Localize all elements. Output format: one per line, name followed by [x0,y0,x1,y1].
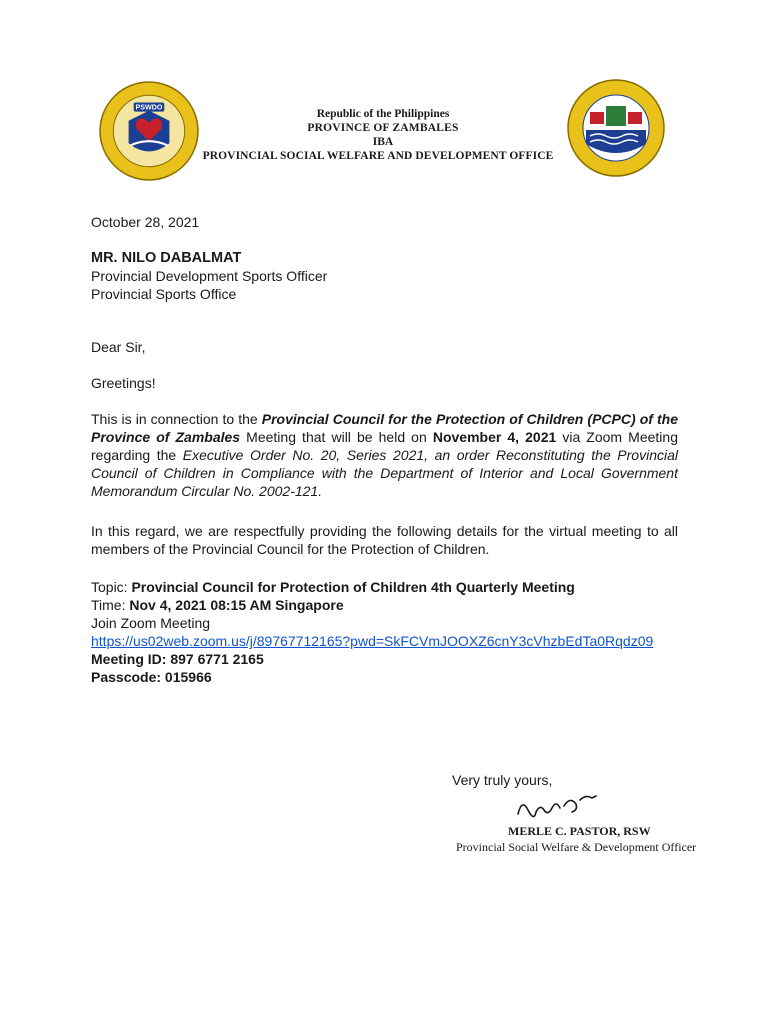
letterhead-province: PROVINCE OF ZAMBALES [307,122,459,134]
signature-icon [512,790,602,826]
salutation: Dear Sir, [91,339,146,355]
meeting-topic [91,578,653,596]
seal-abbrev: PSWDO [135,103,163,112]
meeting-time [91,596,653,614]
p1-meeting-date: November 4, 2021 [432,429,557,445]
meeting-details [91,578,653,686]
p1-council-name: Provincial Council for the Protection of Children (PCPC) of the Province of Zambales [91,411,678,445]
letterhead-city: IBA [372,136,394,148]
letterhead [200,107,566,163]
passcode: Passcode: 015966 [91,669,212,685]
signatory-block [456,823,696,855]
signatory-title: Provincial Social Welfare & Development Officer [456,840,697,854]
letterhead-republic: Republic of the Philippines [316,108,450,120]
topic-label: Topic: [91,579,132,595]
paragraph-details: In this regard, we are respectfully providing the following details for the virtual meeting to all members of the Provincial Council for the Protection of Children. [91,523,678,557]
topic-value: Provincial Council for Protection of Children 4th Quarterly Meeting [131,579,575,595]
p1-executive-order: Executive Order No. 20, Series 2021, an order Reconstituting the Provincial Council of Children in Compliance with the Department of Interior and Local Government Memorandum Circular No. 2002-121. [91,447,678,499]
recipient-office: Provincial Sports Office [91,286,237,302]
zambales-seal-icon [566,78,666,178]
valediction: Very truly yours, [452,772,553,788]
paragraph-intro [91,410,678,500]
pswdo-seal-icon [98,80,200,182]
recipient-title: Provincial Development Sports Officer [91,268,328,284]
letterhead-office: PROVINCIAL SOCIAL WELFARE AND DEVELOPMENT OFFICE [202,150,554,162]
letter-date: October 28, 2021 [91,214,200,230]
p1-text: Meeting that will be held on [240,429,433,445]
p1-text: This is in connection to the [91,411,262,427]
time-label: Time: [91,597,130,613]
join-label: Join Zoom Meeting [91,615,211,631]
zoom-link[interactable]: https://us02web.zoom.us/j/89767712165?pwd=SkFCVmJOOXZ6cnY3cVhzbEdTa0Rqdz09 [91,633,654,649]
p1-text: via Zoom Meeting regarding the [91,429,678,463]
signatory-name: MERLE C. PASTOR, RSW [508,824,651,838]
addressee-block [91,249,327,303]
meeting-id: Meeting ID: 897 6771 2165 [91,651,264,667]
time-value: Nov 4, 2021 08:15 AM Singapore [129,597,344,613]
recipient-name: MR. NILO DABALMAT [91,250,242,266]
greeting: Greetings! [91,375,156,391]
